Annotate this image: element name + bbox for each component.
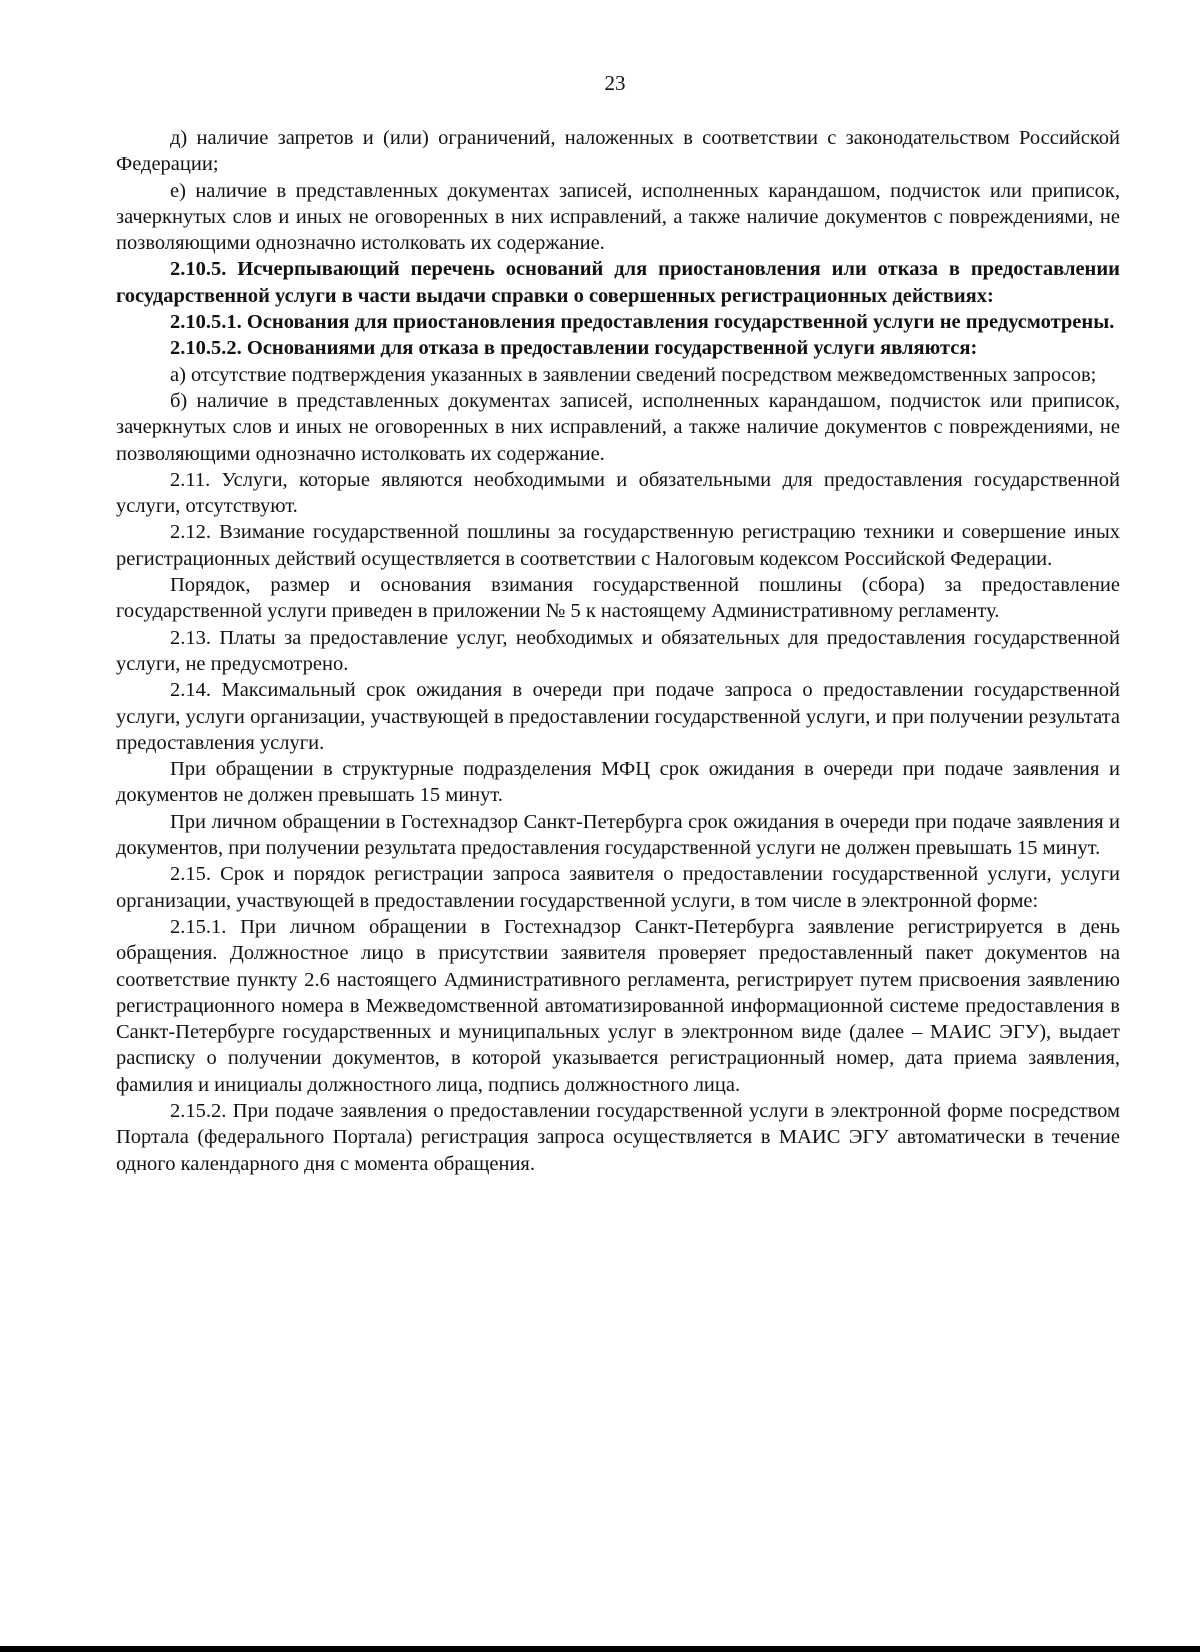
document-body (116, 125, 1120, 1177)
heading-2-10-5-1: 2.10.5.1. Основания для приостановления предоставления государственной услуги не предусмотрены. (170, 311, 1115, 334)
paragraph-mfc-wait: При обращении в структурные подразделения МФЦ срок ожидания в очереди при подаче заявления и документов не должен превышать 15 минут. (116, 758, 1120, 807)
paragraph-2-15-1: 2.15.1. При личном обращении в Гостехнадзор Санкт-Петербурга заявление регистрируется в день обращения. Должностное лицо в присутствии заявителя проверяет предоставленный пакет документов на соответствие пункту 2.6 настоящего Административного регламента, регистрирует путем присвоения заявлению регистрационного номера в Межведомственной автоматизированной информационной системе предоставления в Санкт-Петербурге государственных и муниципальных услуг в электронном виде (далее – МАИС ЭГУ), выдает расписку о получении документов, в которой указывается регистрационный номер, дата приема заявления, фамилия и инициалы должностного лица, подпись должностного лица. (116, 915, 1120, 1096)
paragraph-2-11: 2.11. Услуги, которые являются необходимыми и обязательными для предоставления государственной услуги, отсутствуют. (116, 468, 1120, 518)
paragraph-d: д) наличие запретов и (или) ограничений, наложенных в соответствии с законодательством Российской Федерации; (116, 127, 1120, 176)
paragraph-fee-order: Порядок, размер и основания взимания государственной пошлины (сбора) за предоставление государственной услуги приведен в приложении № 5 к настоящему Административному регламенту. (116, 574, 1120, 623)
scan-bottom-edge (0, 1646, 1200, 1652)
paragraph-e: е) наличие в представленных документах записей, исполненных карандашом, подчисток или приписок, зачеркнутых слов и иных не оговоренных в них исправлений, а также наличие документов с повреждениями, не позволяющими однозначно истолковать их содержание. (116, 179, 1120, 255)
heading-2-10-5-2: 2.10.5.2. Основаниями для отказа в предоставлении государственной услуги являются: (170, 337, 978, 360)
paragraph-a: а) отсутствие подтверждения указанных в заявлении сведений посредством межведомственных запросов; (170, 363, 1097, 386)
heading-2-10-5: 2.10.5. Исчерпывающий перечень оснований для приостановления или отказа в предоставлении государственной услуги в части выдачи справки о совершенных регистрационных действиях: (116, 258, 1120, 307)
paragraph-personal-wait: При личном обращении в Гостехнадзор Санкт-Петербурга срок ожидания в очереди при подаче заявления и документов, при получении результата предоставления государственной услуги не должен превышать 15 минут. (116, 810, 1120, 860)
paragraph-2-15: 2.15. Срок и порядок регистрации запроса заявителя о предоставлении государственной услуги, услуги организации, участвующей в предоставлении государственной услуги, в том числе в электронной форме: (116, 863, 1120, 912)
paragraph-2-12: 2.12. Взимание государственной пошлины за государственную регистрацию техники и совершение иных регистрационных действий осуществляется в соответствии с Налоговым кодексом Российской Федерации. (116, 521, 1120, 570)
paragraph-2-13: 2.13. Платы за предоставление услуг, необходимых и обязательных для предоставления государственной услуги, не предусмотрено. (116, 626, 1120, 675)
paragraph-2-15-2: 2.15.2. При подаче заявления о предоставлении государственной услуги в электронной форме посредством Портала (федерального Портала) регистрация запроса осуществляется в МАИС ЭГУ автоматически в течение одного календарного дня с момента обращения. (116, 1099, 1120, 1175)
paragraph-b: б) наличие в представленных документах записей, исполненных карандашом, подчисток или приписок, зачеркнутых слов и иных не оговоренных в них исправлений, а также наличие документов с повреждениями, не позволяющими однозначно истолковать их содержание. (116, 389, 1120, 465)
page-number: 23 (604, 71, 626, 95)
paragraph-2-14: 2.14. Максимальный срок ожидания в очереди при подаче запроса о предоставлении государственной услуги, услуги организации, участвующей в предоставлении государственной услуги, и при получении результата предоставления услуги. (116, 679, 1120, 754)
